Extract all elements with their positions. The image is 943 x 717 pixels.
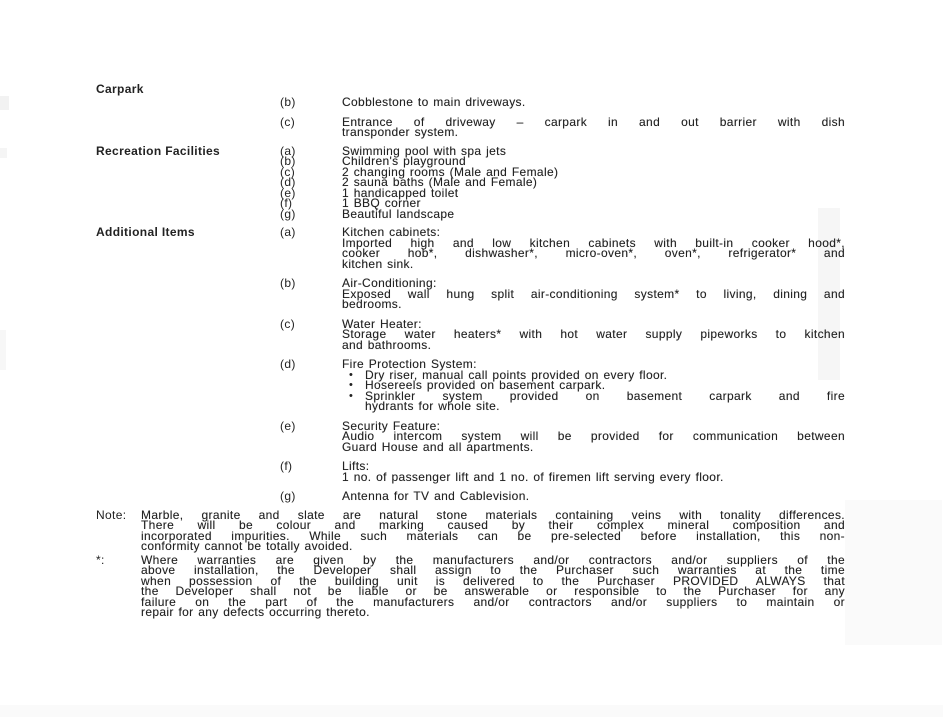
item-text	[342, 278, 845, 310]
spec-item	[280, 97, 845, 108]
note-line: repair for any defects occurring thereto.	[141, 605, 370, 619]
spec-item	[280, 461, 845, 482]
item-line: Lifts:	[342, 459, 370, 473]
item-text	[342, 97, 845, 108]
item-line: Cobblestone to main driveways.	[342, 95, 526, 109]
note-item	[96, 507, 845, 553]
section-label: Recreation Facilities	[96, 143, 221, 158]
scan-artifact	[0, 148, 7, 158]
item-line: Audio intercom system will be provided for communication between	[342, 429, 845, 443]
item-marker: (a)	[280, 143, 296, 158]
item-line: 1 BBQ corner	[342, 196, 421, 210]
note-text	[141, 552, 845, 619]
item-line: bedrooms.	[342, 297, 402, 311]
bullet-icon: •	[349, 389, 353, 402]
spec-item	[280, 491, 845, 502]
spec-item	[280, 316, 845, 352]
item-line: Air-Conditioning:	[342, 276, 437, 290]
item-marker: (b)	[280, 276, 296, 290]
item-line: transponder system.	[342, 125, 459, 139]
bullet-icon: •	[349, 368, 353, 381]
item-text	[342, 206, 845, 221]
item-line: 2 sauna baths (Male and Female)	[342, 175, 538, 189]
bullet-item	[342, 388, 845, 413]
note-line: above installation, the Developer shall assign to the Purchaser such warranties at the time	[141, 563, 845, 577]
scan-artifact	[0, 96, 9, 110]
spec-item	[280, 206, 845, 221]
item-text	[342, 316, 845, 352]
item-marker: (f)	[280, 196, 293, 210]
section-items	[280, 143, 845, 221]
item-line: Storage water heaters* with hot water supply pipeworks to kitchen	[342, 327, 845, 341]
item-marker: (f)	[280, 459, 293, 473]
note-label: Note:	[96, 507, 127, 522]
note-line: failure on the part of the manufacturers and/or contractors and/or suppliers to maintain or	[141, 594, 845, 609]
note-line: Where warranties are given by the manufacturers and/or contractors and/or suppliers of the	[141, 552, 845, 567]
item-line: Guard House and all apartments.	[342, 439, 534, 454]
note-line: There will be colour and marking caused by their complex mineral composition and	[141, 518, 845, 532]
note-line: conformity cannot be totally avoided.	[141, 539, 353, 553]
bullet-line: Sprinkler system provided on basement carpark and fire	[365, 388, 845, 403]
item-marker: (c)	[280, 316, 296, 331]
item-line: Children's playground	[342, 154, 467, 168]
item-line: Kitchen cabinets:	[342, 225, 441, 239]
item-marker: (d)	[280, 357, 296, 371]
item-line: kitchen sink.	[342, 256, 414, 271]
item-line: Water Heater:	[342, 316, 422, 331]
scan-artifact	[0, 705, 943, 717]
item-line: cooker hob*, dishwasher*, micro-oven*, oven*, refrigerator* and	[342, 246, 845, 260]
item-line: Swimming pool with spa jets	[342, 143, 507, 158]
item-marker: (b)	[280, 154, 296, 168]
spec-item	[280, 278, 845, 310]
spec-sections	[96, 84, 845, 502]
scan-artifact	[0, 330, 6, 370]
item-marker: (b)	[280, 95, 296, 109]
item-marker: (e)	[280, 418, 296, 433]
section-label: Carpark	[96, 82, 144, 96]
item-marker: (g)	[280, 489, 296, 503]
item-marker: (d)	[280, 175, 296, 189]
section	[96, 84, 845, 138]
bullet-line: hydrants for whole site.	[365, 399, 500, 413]
bullet-icon: •	[349, 379, 353, 391]
item-text	[342, 359, 845, 412]
section-items	[280, 84, 845, 138]
spec-item	[280, 227, 845, 269]
section	[96, 143, 845, 221]
item-line: 1 no. of passenger lift and 1 no. of firemen lift serving every floor.	[342, 469, 724, 484]
item-line: Security Feature:	[342, 418, 441, 433]
item-marker: (c)	[280, 114, 296, 129]
note-line: when possession of the building unit is delivered to the Purchaser PROVIDED ALWAYS that	[141, 573, 845, 588]
item-line: Imported high and low kitchen cabinets with built-in cooker hood*,	[342, 235, 845, 250]
item-marker: (e)	[280, 185, 296, 200]
note-line: incorporated impurities. While such materials can be pre-selected before installation, this non-	[141, 528, 845, 543]
item-line: Exposed wall hung split air-conditioning system* to living, dining and	[342, 286, 845, 301]
note-text	[141, 507, 845, 553]
section-label: Additional Items	[96, 225, 195, 239]
note-item	[96, 552, 845, 619]
section	[96, 227, 845, 502]
item-text	[342, 418, 845, 454]
item-line: 1 handicapped toilet	[342, 185, 459, 200]
item-marker: (g)	[280, 206, 296, 221]
note-label: *:	[96, 552, 105, 567]
item-text	[342, 491, 845, 502]
specification-content	[96, 84, 845, 621]
spec-item	[280, 359, 845, 412]
notes-block	[96, 507, 845, 619]
bullet-line: Hosereels provided on basement carpark.	[365, 378, 606, 392]
item-line: Beautiful landscape	[342, 206, 455, 221]
item-line: Antenna for TV and Cablevision.	[342, 489, 530, 503]
item-text	[342, 461, 845, 482]
item-marker: (a)	[280, 225, 296, 239]
item-line: Fire Protection System:	[342, 357, 477, 371]
item-text	[342, 227, 845, 269]
spec-item	[280, 114, 845, 139]
note-line: Marble, granite and slate are natural stone materials containing veins with tonality differences.	[141, 507, 845, 522]
item-line: 2 changing rooms (Male and Female)	[342, 164, 559, 179]
bullet-line: Dry riser, manual call points provided on every floor.	[365, 367, 668, 382]
note-line: the Developer shall not be liable or be answerable or responsible to the Purchaser for any	[141, 584, 845, 598]
item-marker: (c)	[280, 164, 296, 179]
item-line: Entrance of driveway – carpark in and out barrier with dish	[342, 114, 845, 129]
section-items	[280, 227, 845, 502]
bullet-text	[365, 388, 845, 413]
spec-item	[280, 418, 845, 454]
item-text	[342, 114, 845, 139]
scan-artifact	[845, 500, 942, 645]
item-line: and bathrooms.	[342, 337, 432, 352]
